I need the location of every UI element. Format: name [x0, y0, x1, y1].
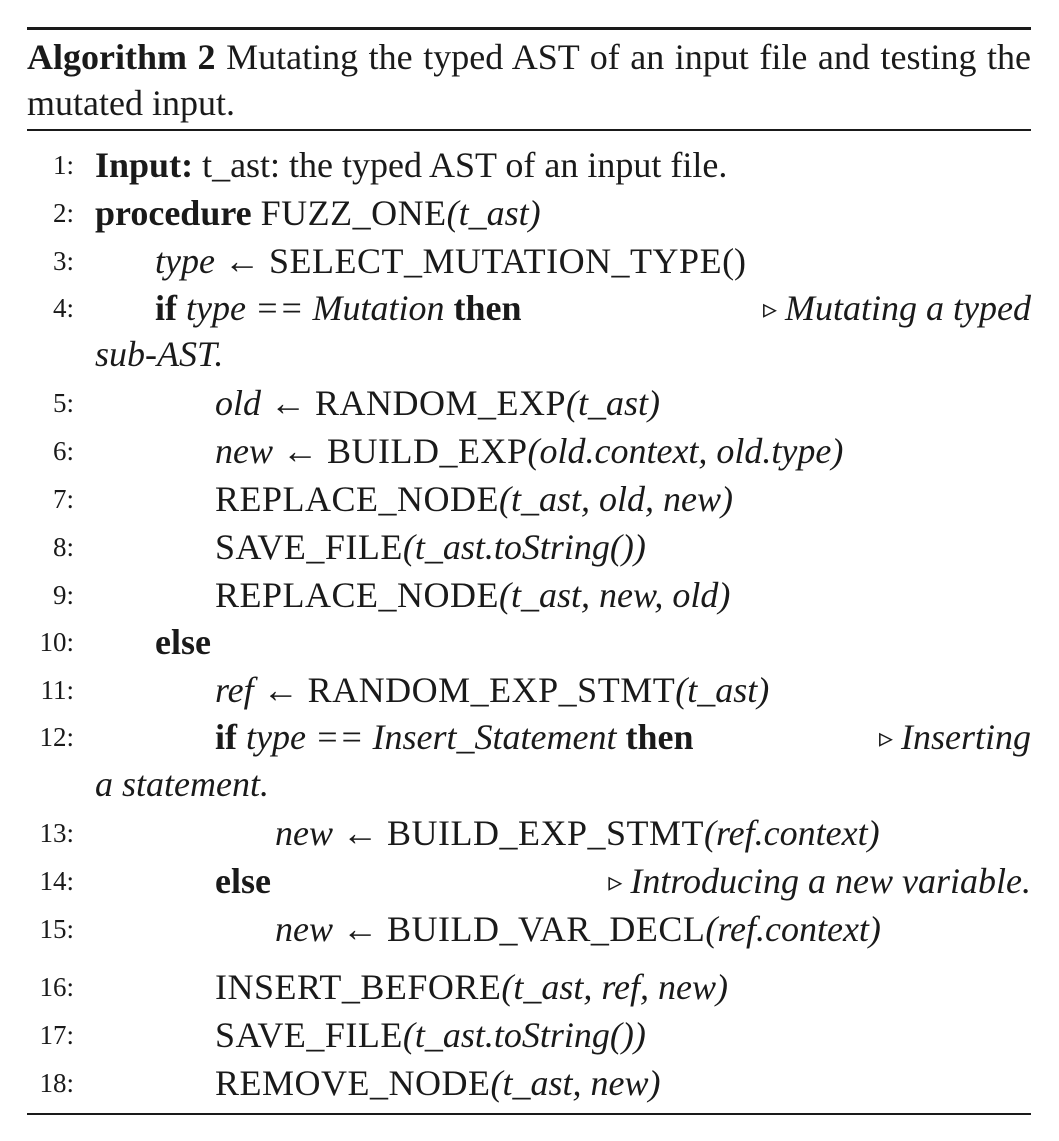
line-number: 3: [52, 246, 74, 276]
variable: type [155, 241, 215, 281]
algorithm-line-13 [27, 809, 1031, 857]
comment-triangle-icon: ▹ [762, 294, 778, 325]
comment: ▹ Inserting [878, 717, 1031, 757]
algorithm-label: Algorithm 2 [27, 37, 216, 77]
algorithm-block [27, 0, 1031, 1141]
algorithm-line-15 [27, 905, 1031, 953]
algorithm-caption [27, 34, 1031, 126]
function-name: REPLACE_NODE [215, 575, 499, 615]
line-number: 11: [40, 675, 74, 705]
assign-arrow: ← [262, 670, 299, 710]
algorithm-line-4 [27, 284, 1031, 332]
function-name: SAVE_FILE [215, 527, 403, 567]
assign-arrow: ← [342, 909, 378, 949]
function-args: (t_ast.toString()) [402, 527, 646, 567]
function-args: (t_ast) [675, 670, 770, 710]
top-rule [27, 27, 1031, 30]
comment: ▹ Introducing a new variable. [608, 861, 1031, 901]
function-name: BUILD_EXP_STMT [387, 813, 705, 853]
function-name: REMOVE_NODE [215, 1063, 491, 1103]
line-number: 13: [39, 818, 74, 848]
algorithm-line-2 [27, 189, 1031, 237]
variable: new [275, 813, 333, 853]
algorithm-line-1 [27, 141, 1031, 189]
function-name: REPLACE_NODE [215, 479, 499, 519]
line-number: 14: [39, 866, 74, 896]
variable: new [275, 909, 333, 949]
function-args: (t_ast) [446, 193, 541, 233]
function-name: RANDOM_EXP [315, 383, 567, 423]
line-number: 17: [39, 1020, 74, 1050]
algorithm-line-10 [27, 618, 1031, 666]
keyword: else [155, 622, 211, 662]
line-number: 5: [52, 388, 74, 418]
variable: ref [215, 670, 254, 710]
function-name: FUZZ_ONE [260, 193, 447, 233]
comment-continuation: a statement. [95, 764, 269, 804]
variable: new [215, 431, 273, 471]
line-number: 4: [52, 293, 74, 323]
function-args: (ref.context) [705, 909, 881, 949]
line-number: 10: [39, 627, 74, 657]
keyword: if [155, 288, 177, 328]
algorithm-line-17 [27, 1011, 1031, 1059]
algorithm-line-12 [27, 713, 1031, 761]
algorithm-line-8 [27, 523, 1031, 571]
comment-triangle-icon: ▹ [878, 723, 893, 754]
line-number: 15: [39, 914, 74, 944]
function-args: (old.context, old.type) [527, 431, 844, 471]
function-name: BUILD_VAR_DECL [387, 909, 706, 949]
keyword: then [453, 288, 522, 328]
line-number: 16: [39, 972, 74, 1002]
function-name: RANDOM_EXP_STMT [307, 670, 676, 710]
line-number: 8: [52, 532, 74, 562]
keyword: Input: [95, 145, 194, 185]
function-args: (t_ast, ref, new) [501, 967, 729, 1007]
keyword: else [215, 861, 271, 901]
line-number: 12: [39, 722, 74, 752]
middle-rule [27, 129, 1031, 131]
comment: ▹ Mutating a typed [762, 288, 1031, 328]
bottom-rule [27, 1113, 1031, 1115]
function-args: (t_ast, new, old) [499, 575, 731, 615]
line-number: 18: [39, 1068, 74, 1098]
algorithm-line-4-continuation [27, 330, 1031, 378]
algorithm-line-6 [27, 427, 1031, 475]
function-args: (t_ast.toString()) [402, 1015, 646, 1055]
line-number: 2: [52, 198, 74, 228]
function-args: (t_ast, new) [490, 1063, 661, 1103]
line-number: 1: [52, 150, 74, 180]
comment-triangle-icon: ▹ [608, 867, 623, 898]
keyword: procedure [95, 193, 252, 233]
line-number: 7: [52, 484, 74, 514]
keyword: if [215, 717, 237, 757]
algorithm-line-14 [27, 857, 1031, 905]
algorithm-line-12-continuation [27, 760, 1031, 808]
assign-arrow: ← [342, 813, 378, 853]
function-args: () [722, 241, 747, 281]
function-name: SELECT_MUTATION_TYPE [268, 241, 723, 281]
variable: old [215, 383, 262, 423]
function-args: (ref.context) [704, 813, 880, 853]
function-name: BUILD_EXP [327, 431, 528, 471]
algorithm-line-9 [27, 571, 1031, 619]
algorithm-line-3 [27, 237, 1031, 285]
algorithm-line-16 [27, 963, 1031, 1011]
function-name: SAVE_FILE [215, 1015, 403, 1055]
algorithm-line-5 [27, 379, 1031, 427]
assign-arrow: ← [270, 383, 307, 423]
function-name: INSERT_BEFORE [215, 967, 502, 1007]
line-number: 9: [52, 580, 74, 610]
algorithm-line-11 [27, 666, 1031, 714]
condition: type == Mutation [186, 288, 445, 328]
assign-arrow: ← [223, 241, 260, 281]
line-text: t_ast: the typed AST of an input file. [202, 145, 728, 185]
algorithm-title: Mutating the typed AST of an input file and testing the mutated input. [27, 37, 1031, 123]
condition: type == Insert_Statement [246, 717, 617, 757]
function-args: (t_ast, old, new) [499, 479, 733, 519]
keyword: then [625, 717, 694, 757]
assign-arrow: ← [282, 431, 318, 471]
comment-continuation: sub-AST. [95, 334, 224, 374]
function-args: (t_ast) [566, 383, 661, 423]
algorithm-line-18 [27, 1059, 1031, 1107]
algorithm-line-7 [27, 475, 1031, 523]
line-number: 6: [52, 436, 74, 466]
